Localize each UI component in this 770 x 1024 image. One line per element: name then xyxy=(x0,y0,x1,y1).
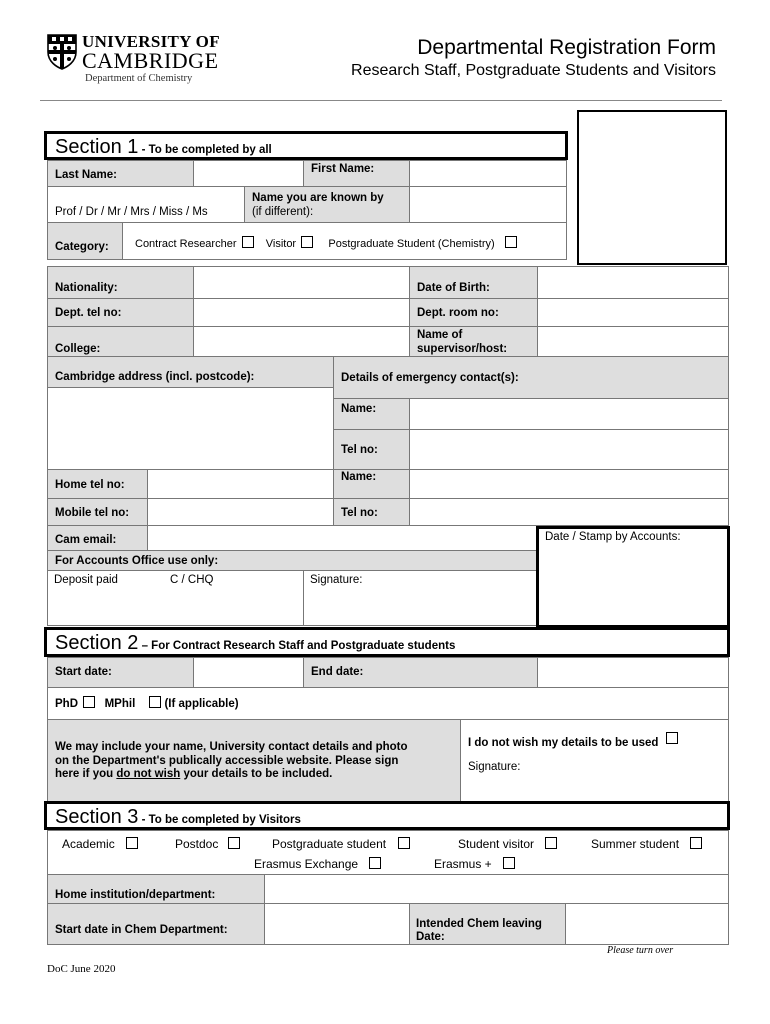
logo-line-1: UNIVERSITY OF xyxy=(82,32,220,51)
university-crest-icon xyxy=(47,34,77,70)
section-2-note: – For Contract Research Staff and Postgraduate students xyxy=(138,640,456,652)
category-label: Category: xyxy=(55,241,109,253)
if-different-label: (if different): xyxy=(252,206,314,218)
section-1-note: - To be completed by all xyxy=(138,144,272,156)
chem-start-field[interactable] xyxy=(264,903,410,945)
college-field[interactable] xyxy=(193,326,410,357)
accounts-office-label: For Accounts Office use only: xyxy=(55,555,219,567)
nationality-label: Nationality: xyxy=(55,282,118,294)
end-date-label-cell xyxy=(303,657,538,688)
college-label: College: xyxy=(55,343,101,355)
cam-address-label: Cambridge address (incl. postcode): xyxy=(55,371,255,383)
ec-tel-2-label-cell xyxy=(333,498,410,526)
category-label-cell xyxy=(47,222,123,260)
dept-room-label-cell xyxy=(409,298,538,327)
cam-email-label-cell xyxy=(47,525,148,551)
nationality-field[interactable] xyxy=(193,266,410,299)
accounts-signature-label: Signature: xyxy=(310,574,363,586)
opt-visitor-label: Visitor xyxy=(265,238,297,250)
opt-student-visitor-label: Student visitor xyxy=(458,837,535,851)
section-2-title: Section 2 xyxy=(55,632,139,654)
doc-date: DoC June 2020 xyxy=(47,963,116,975)
ec-tel-1-field[interactable] xyxy=(409,429,729,470)
last-name-label: Last Name: xyxy=(55,169,117,181)
category-options xyxy=(122,222,567,260)
website-notice-cell xyxy=(47,719,461,802)
college-label-cell xyxy=(47,326,194,357)
contract-researcher-checkbox[interactable] xyxy=(242,236,254,248)
cam-address-label-cell xyxy=(47,356,334,388)
ec-tel-1-label-cell xyxy=(333,429,410,470)
stamp-label: Date / Stamp by Accounts: xyxy=(545,531,681,543)
postdoc-checkbox[interactable] xyxy=(228,837,240,849)
supervisor-label-line1: Name of xyxy=(417,329,463,341)
cam-email-field[interactable] xyxy=(147,525,538,551)
academic-checkbox[interactable] xyxy=(126,837,138,849)
opt-postdoc-label: Postdoc xyxy=(175,837,219,851)
opt-summer-student-label: Summer student xyxy=(591,837,680,851)
ec-name-2-label: Name: xyxy=(341,471,377,483)
cam-email-label: Cam email: xyxy=(55,534,117,546)
pg-student-checkbox[interactable] xyxy=(398,837,410,849)
opt-erasmus-plus-label: Erasmus + xyxy=(434,857,492,871)
mobile-tel-label: Mobile tel no: xyxy=(55,507,130,519)
ec-tel-1-label: Tel no: xyxy=(341,444,378,456)
mphil-checkbox[interactable] xyxy=(149,696,161,708)
form-subtitle: Research Staff, Postgraduate Students and Visitors xyxy=(351,62,716,79)
known-by-label-cell xyxy=(244,186,410,223)
last-name-label-cell xyxy=(47,160,194,187)
university-logo xyxy=(45,32,245,90)
website-notice-do-not-wish: do not wish xyxy=(116,768,181,780)
mobile-tel-field[interactable] xyxy=(147,498,334,526)
opt-contract-researcher-label: Contract Researcher xyxy=(135,238,237,250)
section-1-header xyxy=(44,131,568,160)
start-date-label: Start date: xyxy=(55,666,112,678)
dept-tel-field[interactable] xyxy=(193,298,410,327)
logo-line-2: CAMBRIDGE xyxy=(82,48,219,73)
opt-academic-label: Academic xyxy=(62,837,115,851)
mobile-tel-label-cell xyxy=(47,498,148,526)
home-tel-label: Home tel no: xyxy=(55,479,125,491)
photo-box[interactable] xyxy=(577,110,727,265)
emergency-label-cell xyxy=(333,356,729,399)
supervisor-label-line2: supervisor/host: xyxy=(417,343,508,355)
end-date-field[interactable] xyxy=(537,657,729,688)
header-divider xyxy=(40,100,722,101)
dept-room-field[interactable] xyxy=(537,298,729,327)
please-turn-over: Please turn over xyxy=(607,945,674,956)
home-institution-label: Home institution/department: xyxy=(55,889,216,901)
supervisor-label-cell xyxy=(409,326,538,357)
summer-student-checkbox[interactable] xyxy=(690,837,702,849)
section-3-title: Section 3 xyxy=(55,806,139,828)
section-3-note: - To be completed by Visitors xyxy=(138,814,301,826)
start-date-label-cell xyxy=(47,657,194,688)
erasmus-exchange-checkbox[interactable] xyxy=(369,857,381,869)
section-1-title: Section 1 xyxy=(55,136,139,158)
dob-label: Date of Birth: xyxy=(417,282,490,294)
leaving-label-line2: Date: xyxy=(416,931,445,943)
chem-start-label-cell xyxy=(47,903,265,945)
accounts-label-cell xyxy=(47,550,538,571)
home-tel-field[interactable] xyxy=(147,469,334,499)
ec-name-1-field[interactable] xyxy=(409,398,729,430)
no-wish-label: I do not wish my details to be used xyxy=(468,737,659,749)
c-chq-label: C / CHQ xyxy=(170,574,214,586)
erasmus-plus-checkbox[interactable] xyxy=(503,857,515,869)
home-institution-label-cell xyxy=(47,874,265,904)
supervisor-field[interactable] xyxy=(537,326,729,357)
deposit-paid-label: Deposit paid xyxy=(54,574,118,586)
ec-name-1-label-cell xyxy=(333,398,410,430)
leaving-label-line1: Intended Chem leaving xyxy=(416,918,542,930)
phd-checkbox[interactable] xyxy=(83,696,95,708)
chem-start-label: Start date in Chem Department: xyxy=(55,924,228,936)
section-2-header xyxy=(44,627,730,657)
deposit-cell[interactable] xyxy=(47,570,304,626)
ec-name-2-field[interactable] xyxy=(409,469,729,499)
last-name-field[interactable] xyxy=(193,160,304,187)
dept-tel-label: Dept. tel no: xyxy=(55,307,122,319)
student-visitor-checkbox[interactable] xyxy=(545,837,557,849)
known-by-label: Name you are known by xyxy=(252,192,384,204)
no-wish-cell[interactable] xyxy=(460,719,729,802)
nationality-label-cell xyxy=(47,266,194,299)
website-notice-line1: We may include your name, University contact details and photo xyxy=(55,741,408,753)
form-title: Departmental Registration Form xyxy=(417,36,716,59)
first-name-label: First Name: xyxy=(311,163,375,175)
visitor-checkbox[interactable] xyxy=(301,236,313,248)
postgraduate-checkbox[interactable] xyxy=(505,236,517,248)
home-tel-label-cell xyxy=(47,469,148,499)
first-name-field[interactable] xyxy=(409,160,567,187)
if-applicable-label: (If applicable) xyxy=(164,698,239,710)
website-notice-line3a: here if you xyxy=(55,768,117,780)
opt-postgraduate-label: Postgraduate Student (Chemistry) xyxy=(328,238,495,250)
dept-tel-label-cell xyxy=(47,298,194,327)
home-institution-field[interactable] xyxy=(264,874,729,904)
end-date-label: End date: xyxy=(311,666,364,678)
emergency-label: Details of emergency contact(s): xyxy=(341,372,519,384)
degree-row xyxy=(47,687,729,720)
phd-label: PhD xyxy=(55,698,78,710)
logo-line-3: Department of Chemistry xyxy=(85,73,193,84)
title-options: Prof / Dr / Mr / Mrs / Miss / Ms xyxy=(55,206,208,218)
website-signature-label: Signature: xyxy=(468,761,521,773)
opt-erasmus-exchange-label: Erasmus Exchange xyxy=(254,857,359,871)
dept-room-label: Dept. room no: xyxy=(417,307,499,319)
website-notice-line3b: your details to be included. xyxy=(180,768,333,780)
known-by-field[interactable] xyxy=(409,186,567,223)
mphil-label: MPhil xyxy=(104,698,136,710)
title-cell[interactable] xyxy=(47,186,245,223)
dob-label-cell xyxy=(409,266,538,299)
opt-pg-student-label: Postgraduate student xyxy=(272,837,387,851)
section-3-header xyxy=(44,801,730,830)
leaving-field[interactable] xyxy=(565,903,729,945)
website-notice-line2: on the Department's publically accessible website. Please sign xyxy=(55,754,399,767)
ec-tel-2-label: Tel no: xyxy=(341,507,378,519)
cam-address-field[interactable] xyxy=(47,387,334,470)
start-date-field[interactable] xyxy=(193,657,304,688)
ec-name-2-label-cell xyxy=(333,469,410,499)
ec-tel-2-field[interactable] xyxy=(409,498,729,526)
dob-field[interactable] xyxy=(537,266,729,299)
ec-name-1-label: Name: xyxy=(341,403,377,415)
accounts-signature-cell[interactable] xyxy=(303,570,538,626)
accounts-stamp-box[interactable] xyxy=(536,526,730,628)
first-name-label-cell xyxy=(303,160,410,187)
no-wish-checkbox[interactable] xyxy=(666,732,678,744)
leaving-label-cell xyxy=(409,903,566,945)
visitor-options xyxy=(47,830,729,875)
